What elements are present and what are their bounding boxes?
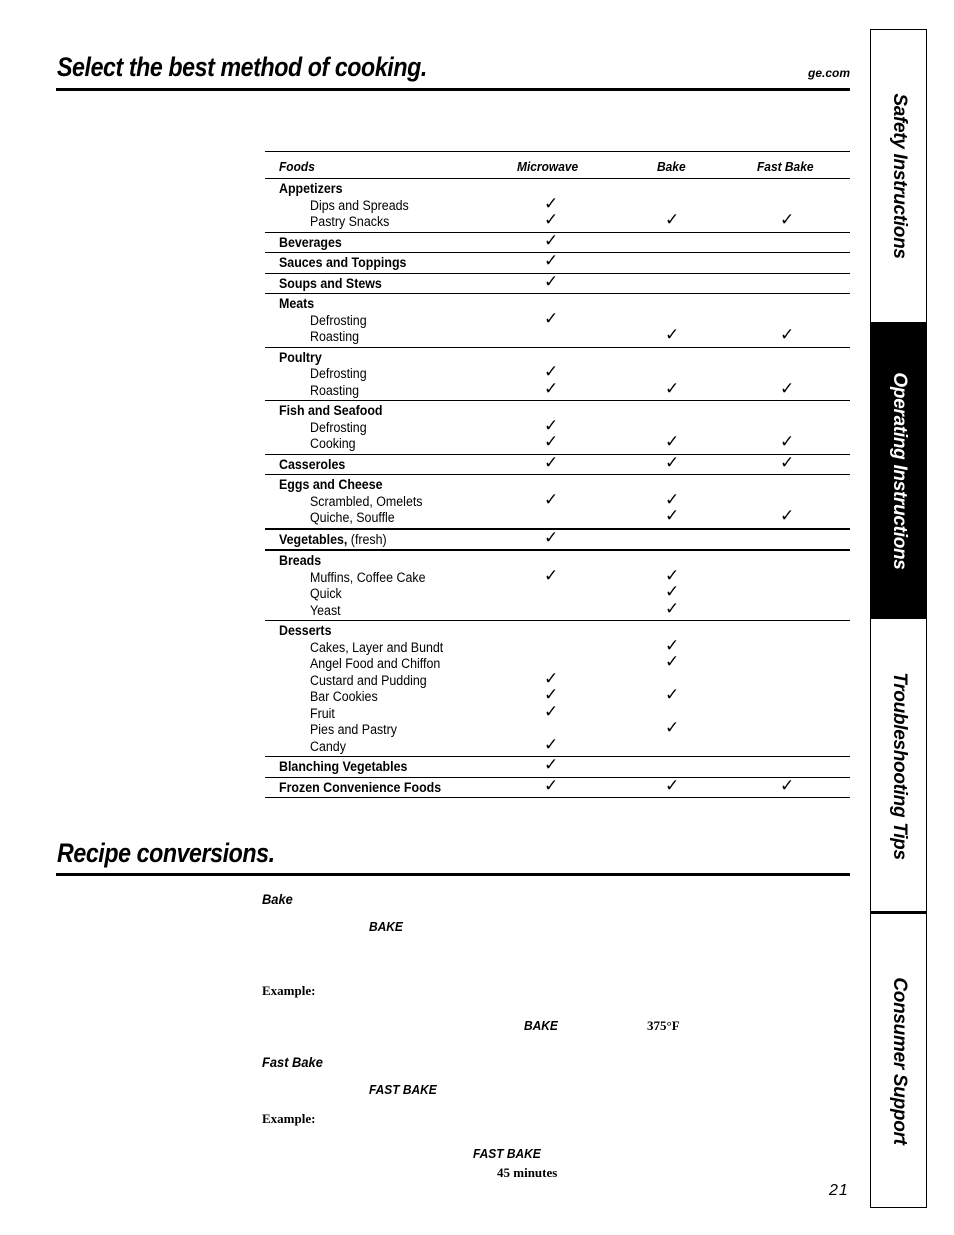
page-title: Select the best method of cooking.: [57, 52, 427, 82]
column-header-fast-bake: Fast Bake: [757, 159, 814, 174]
fast-bake-example-label: Example:: [262, 1111, 316, 1126]
food-item: Pastry Snacks: [310, 214, 390, 229]
food-category: Soups and Stews: [279, 275, 382, 291]
column-header-foods: Foods: [279, 159, 315, 174]
food-item: Defrosting: [310, 312, 367, 328]
food-category: Fish and Seafood: [279, 403, 383, 418]
tab-safety-instructions[interactable]: [871, 30, 926, 322]
check-microwave-icon: ✓: [544, 565, 559, 585]
section-rule: [56, 873, 850, 876]
check-bake-icon: ✓: [665, 598, 680, 618]
check-microwave-icon: ✓: [544, 734, 559, 754]
food-category: Appetizers: [279, 181, 343, 196]
check-microwave-icon: ✓: [544, 452, 559, 472]
check-microwave-icon: ✓: [544, 775, 559, 795]
check-microwave-icon: ✓: [544, 701, 559, 721]
food-category: Frozen Convenience Foods: [279, 779, 442, 795]
bake-heading: Bake: [262, 891, 293, 907]
table-row: [265, 775, 850, 796]
table-row: [265, 506, 850, 526]
check-bake-icon: ✓: [665, 565, 680, 585]
fast-bake-heading: Fast Bake: [262, 1054, 323, 1070]
bake-example-label: Example:: [262, 983, 316, 998]
section-title-recipe-conversions: Recipe conversions.: [57, 838, 275, 868]
table-group: [265, 294, 850, 348]
food-item: Defrosting: [310, 366, 367, 381]
table-group: [265, 348, 850, 402]
food-category: Beverages: [279, 234, 342, 250]
check-microwave-icon: ✓: [544, 432, 559, 451]
tab-label: Consumer Support: [888, 976, 910, 1145]
table-row: [265, 325, 850, 345]
table-group: [265, 179, 850, 233]
check-bake-icon: ✓: [665, 652, 680, 671]
check-microwave-icon: ✓: [544, 755, 559, 774]
table-row: [265, 527, 850, 548]
table-group: [265, 452, 850, 476]
table-group: [265, 551, 850, 621]
check-fast-bake-icon: ✓: [780, 452, 795, 472]
food-item: Cooking: [310, 436, 356, 451]
table-row: [265, 251, 850, 271]
table-row: [265, 378, 850, 399]
tab-label: Safety Instructions: [888, 93, 910, 259]
food-category: Eggs and Cheese: [279, 477, 383, 492]
fast-bake-keyword: FAST BAKE: [369, 1082, 437, 1097]
tab-label: Operating Instructions: [888, 371, 910, 570]
food-item: Fruit: [310, 705, 335, 721]
food-item: Roasting: [310, 382, 360, 398]
check-microwave-icon: ✓: [544, 193, 559, 213]
food-item: Pies and Pastry: [310, 722, 397, 737]
cooking-method-table: [265, 151, 850, 798]
food-category: Desserts: [279, 623, 332, 638]
table-group: [265, 757, 850, 778]
food-category: Casseroles: [279, 456, 346, 472]
food-item: Bar Cookies: [310, 689, 378, 704]
check-bake-icon: ✓: [665, 582, 680, 601]
food-item: Yeast: [310, 602, 341, 618]
table-row: [265, 755, 850, 775]
table-row: [265, 210, 850, 230]
food-item: Custard and Pudding: [310, 672, 427, 688]
table-group: [265, 271, 850, 295]
food-category: Breads: [279, 553, 322, 568]
food-item: Candy: [310, 738, 346, 754]
table-row: [265, 230, 850, 251]
table-group: [265, 253, 850, 274]
food-category: Blanching Vegetables: [279, 759, 408, 774]
tab-consumer-support[interactable]: [871, 914, 926, 1207]
food-item: Dips and Spreads: [310, 197, 409, 213]
tab-troubleshooting-tips[interactable]: [871, 619, 926, 912]
column-header-bake: Bake: [657, 159, 686, 174]
check-microwave-icon: ✓: [544, 271, 559, 291]
table-group: [265, 401, 850, 455]
check-bake-icon: ✓: [665, 775, 680, 795]
check-bake-icon: ✓: [665, 718, 680, 737]
check-bake-icon: ✓: [665, 378, 680, 398]
check-bake-icon: ✓: [665, 210, 680, 229]
bake-keyword: BAKE: [369, 919, 403, 934]
tab-label: Troubleshooting Tips: [888, 671, 910, 860]
check-bake-icon: ✓: [665, 506, 680, 525]
bake-temperature: 375°F: [647, 1018, 680, 1033]
check-microwave-icon: ✓: [544, 685, 559, 704]
food-item: Scrambled, Omelets: [310, 493, 423, 509]
food-category: Poultry: [279, 349, 322, 365]
table-row: [265, 598, 850, 619]
section-tabs: [870, 29, 927, 1208]
food-item: Quick: [310, 586, 342, 601]
check-microwave-icon: ✓: [544, 362, 559, 381]
check-bake-icon: ✓: [665, 432, 680, 451]
food-item: Angel Food and Chiffon: [310, 656, 441, 671]
tab-operating-instructions[interactable]: [871, 322, 926, 619]
check-bake-icon: ✓: [665, 685, 680, 704]
check-microwave-icon: ✓: [544, 210, 559, 229]
check-bake-icon: ✓: [665, 635, 680, 655]
page-number: 21: [829, 1182, 849, 1199]
food-category-name: Vegetables,: [279, 531, 348, 547]
table-group: [265, 775, 850, 799]
food-category: [279, 532, 387, 547]
table-row: [265, 701, 850, 722]
check-bake-icon: ✓: [665, 489, 680, 509]
table-group: [265, 621, 850, 757]
check-bake-icon: ✓: [665, 452, 680, 472]
check-fast-bake-icon: ✓: [780, 506, 795, 525]
table-row: [265, 432, 850, 452]
table-group: [265, 527, 850, 552]
food-category-note: (fresh): [347, 531, 387, 547]
table-row: [265, 308, 850, 329]
check-microwave-icon: ✓: [544, 230, 559, 250]
food-category: Sauces and Toppings: [279, 255, 407, 270]
table-header: [265, 152, 850, 179]
table-row: [265, 489, 850, 510]
fast-bake-keyword-2: FAST BAKE: [473, 1146, 541, 1161]
fast-bake-time: 45 minutes: [497, 1165, 558, 1180]
check-microwave-icon: ✓: [544, 308, 559, 328]
check-fast-bake-icon: ✓: [780, 325, 795, 344]
title-rule: [56, 88, 850, 91]
check-fast-bake-icon: ✓: [780, 210, 795, 229]
column-header-microwave: Microwave: [517, 159, 579, 174]
table-row: [265, 271, 850, 292]
check-fast-bake-icon: ✓: [780, 432, 795, 451]
food-item: Defrosting: [310, 419, 367, 435]
table-group: [265, 475, 850, 530]
food-category: Meats: [279, 296, 315, 311]
table-row: [265, 565, 850, 586]
check-microwave-icon: ✓: [544, 251, 559, 270]
check-microwave-icon: ✓: [544, 378, 559, 398]
check-microwave-icon: ✓: [544, 489, 559, 509]
check-bake-icon: ✓: [665, 325, 680, 344]
check-microwave-icon: ✓: [544, 668, 559, 688]
table-body: [265, 179, 850, 798]
food-item: Quiche, Souffle: [310, 510, 395, 525]
site-link[interactable]: ge.com: [807, 66, 850, 80]
check-microwave-icon: ✓: [544, 415, 559, 435]
food-item: Roasting: [310, 329, 360, 344]
food-item: Cakes, Layer and Bundt: [310, 639, 444, 655]
table-group: [265, 230, 850, 254]
table-row: [265, 635, 850, 656]
check-fast-bake-icon: ✓: [780, 775, 795, 795]
table-row: [265, 622, 850, 639]
table-row: [265, 452, 850, 473]
table-row: [265, 582, 850, 602]
table-row: [265, 734, 850, 755]
check-fast-bake-icon: ✓: [780, 378, 795, 398]
food-item: Muffins, Coffee Cake: [310, 569, 426, 585]
check-microwave-icon: ✓: [544, 527, 559, 547]
bake-keyword-2: BAKE: [524, 1018, 558, 1033]
